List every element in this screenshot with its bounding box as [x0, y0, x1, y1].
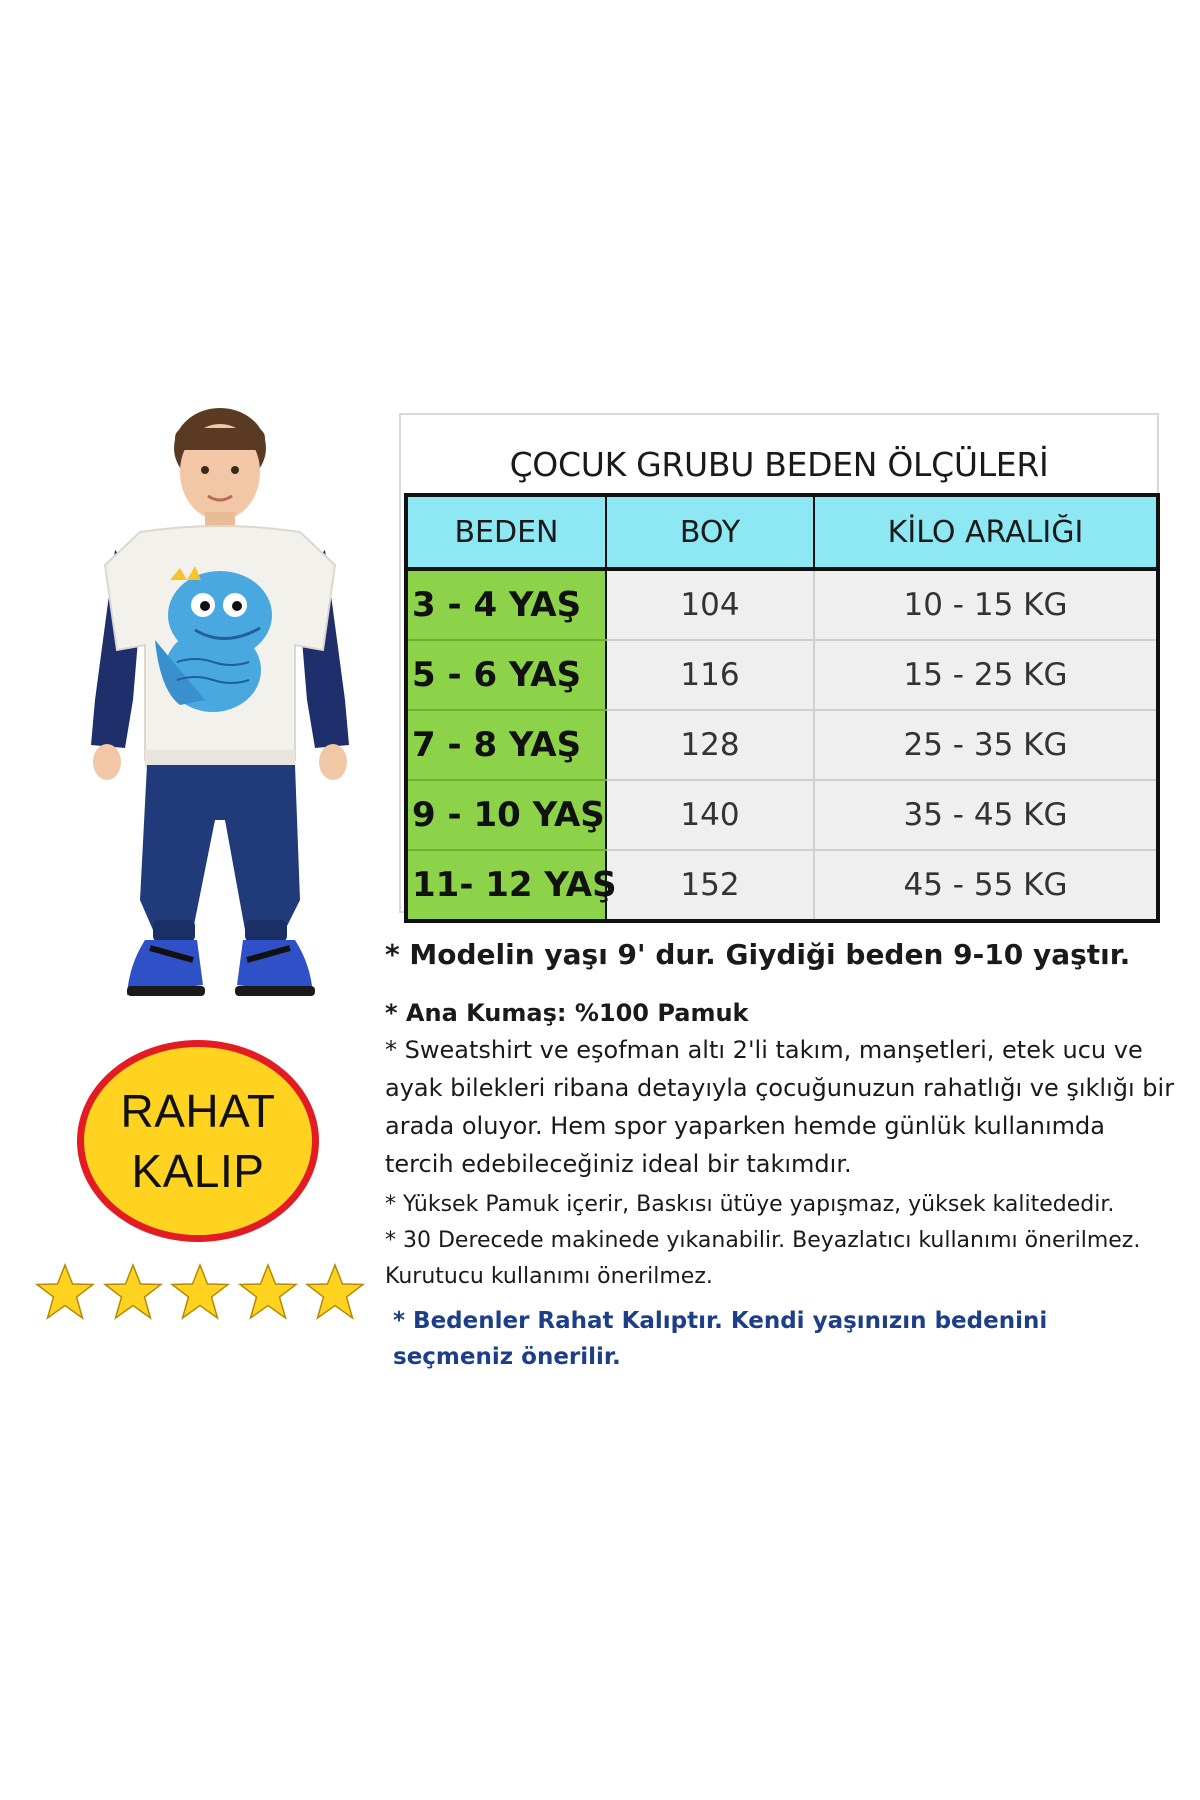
size-cell: 11- 12 YAŞ — [406, 850, 606, 921]
star-rating — [35, 1262, 365, 1326]
size-chart-title: ÇOCUK GRUBU BEDEN ÖLÇÜLERİ — [509, 445, 1049, 484]
table-row — [406, 850, 1158, 921]
weight-cell: 25 - 35 KG — [814, 710, 1158, 780]
height-cell: 128 — [606, 710, 814, 780]
quality-note: * Yüksek Pamuk içerir, Baskısı ütüye yapışmaz, yüksek kalitededir. — [385, 1192, 1115, 1217]
size-cell: 7 - 8 YAŞ — [406, 710, 606, 780]
model-size-note: * Modelin yaşı 9' dur. Giydiği beden 9-10 yaştır. — [385, 938, 1131, 971]
fabric-note: * Ana Kumaş: %100 Pamuk — [385, 999, 749, 1027]
size-table — [404, 493, 1160, 923]
star-icon — [170, 1262, 230, 1322]
product-notes — [385, 935, 1175, 1375]
column-header-size: BEDEN — [406, 495, 606, 569]
star-icon — [103, 1262, 163, 1322]
fit-badge-line2: KALIP — [131, 1145, 265, 1197]
fit-badge — [77, 1040, 319, 1242]
table-row — [406, 640, 1158, 710]
size-table-header-row — [406, 495, 1158, 569]
star-icon — [305, 1262, 365, 1322]
weight-cell: 45 - 55 KG — [814, 850, 1158, 921]
size-cell: 5 - 6 YAŞ — [406, 640, 606, 710]
height-cell: 140 — [606, 780, 814, 850]
fit-badge-line1: RAHAT — [120, 1085, 276, 1137]
table-row — [406, 569, 1158, 640]
table-row — [406, 780, 1158, 850]
size-cell: 3 - 4 YAŞ — [406, 569, 606, 640]
size-cell: 9 - 10 YAŞ — [406, 780, 606, 850]
model-photo — [85, 400, 355, 1050]
product-description: * Sweatshirt ve eşofman altı 2'li takım, manşetleri, etek ucu ve ayak bilekleri ribana detayıyla çocuğunuzun rahatlığı ve şıklığı bir arada oluyor. Hem spor yaparken hemde günlük kullanımda tercih edebileceğiniz ideal bir takımdır. — [385, 1036, 1175, 1178]
weight-cell: 15 - 25 KG — [814, 640, 1158, 710]
table-row — [406, 710, 1158, 780]
weight-cell: 10 - 15 KG — [814, 569, 1158, 640]
star-icon — [238, 1262, 298, 1322]
height-cell: 152 — [606, 850, 814, 921]
fit-note: * Bedenler Rahat Kalıptır. Kendi yaşınızın bedenini seçmeniz önerilir. — [393, 1308, 1048, 1370]
height-cell: 104 — [606, 569, 814, 640]
size-chart — [399, 413, 1159, 913]
column-header-weight: KİLO ARALIĞI — [814, 495, 1158, 569]
star-icon — [35, 1262, 95, 1322]
washing-note: * 30 Derecede makinede yıkanabilir. Beyazlatıcı kullanımı önerilmez. Kurutucu kullanımı önerilmez. — [385, 1228, 1141, 1289]
height-cell: 116 — [606, 640, 814, 710]
weight-cell: 35 - 45 KG — [814, 780, 1158, 850]
column-header-height: BOY — [606, 495, 814, 569]
